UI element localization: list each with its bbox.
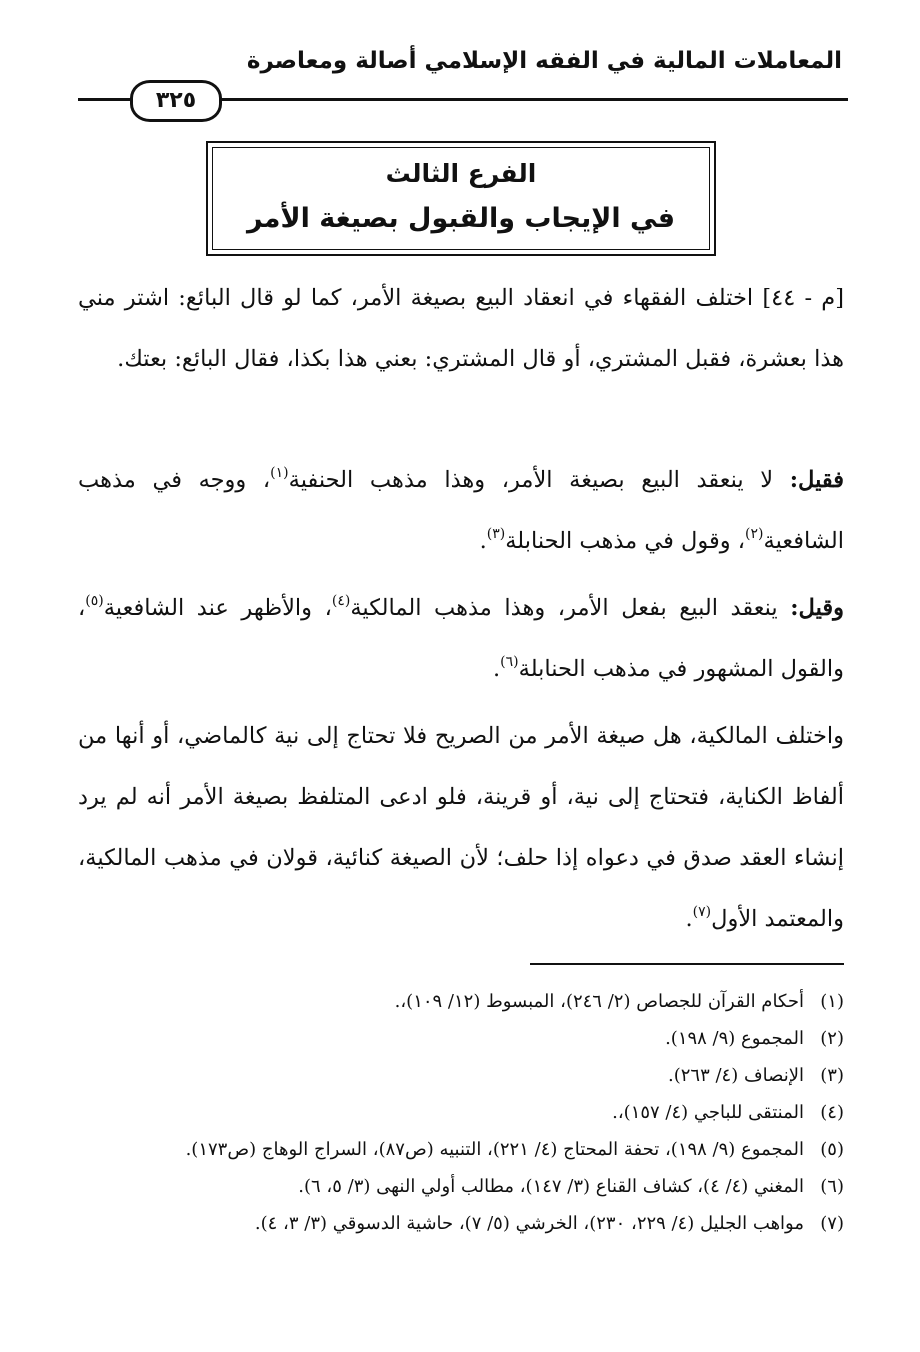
page-number: ٣٢٥ [130,80,222,122]
footnote-ref: (١) [270,465,289,481]
footnote-number: (٢) [820,1028,844,1049]
footnote-number: (٧) [820,1213,844,1234]
paragraph-end: . [479,528,487,554]
footnote-number: (٤) [820,1102,844,1123]
footnote-text: المغني (٤/ ٤)، كشاف القناع (٣/ ١٤٧)، مطالب أولي النهى (٣/ ٥، ٦). [298,1176,804,1197]
footnote-item [74,1131,844,1168]
section-title: الفرع الثالث [385,159,537,188]
footnote-ref: (٥) [85,593,104,609]
footnote-number: (١) [820,991,844,1012]
paragraph-text: لا ينعقد البيع بصيغة الأمر، وهذا مذهب الحنفية [288,467,790,493]
running-title: المعاملات المالية في الفقه الإسلامي أصالة ومعاصرة [246,48,842,74]
paragraph-end: . [685,906,693,932]
footnote-ref: (٤) [331,593,351,609]
paragraph-lead: وقيل: [790,595,844,621]
paragraph-first-opinion [78,450,844,572]
footnote-text: أحكام القرآن للجصاص (٢/ ٢٤٦)، المبسوط (١٢/ ١٠٩)،. [394,991,804,1012]
footnote-item [74,1205,844,1242]
paragraph-text: [م - ٤٤] اختلف الفقهاء في انعقاد البيع بصيغة الأمر، كما لو قال البائع: اشتر مني هذا بعشرة، فقبل المشتري، أو قال المشتري: بعني هذا بكذا، فقال البائع: بعتك. [78,285,844,372]
paragraph-text: ينعقد البيع بفعل الأمر، وهذا مذهب المالكية [350,595,791,621]
paragraph-text: واختلف المالكية، هل صيغة الأمر من الصريح فلا تحتاج إلى نية كالماضي، أو أنها من ألفاظ الكناية، فتحتاج إلى نية، أو قرينة، فلو ادعى المتلفظ بصيغة الأمر أنه لم يرد إنشاء العقد صدق في دعواه إذا حلف؛ لأن الصيغة كنائية، قولان في مذهب المالكية، والمعتمد الأول [78,723,844,932]
section-title-box [206,141,716,256]
footnote-item [74,1020,844,1057]
footnote-text: المنتقى للباجي (٤/ ١٥٧)،. [612,1102,804,1123]
paragraph-end: . [493,656,501,682]
footnote-number: (٣) [820,1065,844,1086]
paragraph-second-opinion [78,578,844,700]
footnote-item [74,1168,844,1205]
footnote-text: المجموع (٩/ ١٩٨). [665,1028,804,1049]
footnote-item [74,1057,844,1094]
footnotes-list [74,983,844,1242]
footnote-ref: (٢) [745,526,764,542]
footnote-item [74,1094,844,1131]
footnote-ref: (٧) [692,904,712,920]
paragraph-lead: فقيل: [789,467,844,493]
footnote-item [74,983,844,1020]
paragraph-text: ، والقول المشهور في مذهب الحنابلة [78,595,844,682]
section-subtitle: في الإيجاب والقبول بصيغة الأمر [246,203,676,234]
paragraph-text: ، والأظهر عند الشافعية [103,595,332,621]
paragraph-maliki-dispute [78,706,844,950]
footnote-separator [530,963,844,965]
footnote-ref: (٦) [500,654,519,670]
footnote-number: (٥) [820,1139,844,1160]
footnote-number: (٦) [820,1176,844,1197]
footnote-text: مواهب الجليل (٤/ ٢٢٩، ٢٣٠)، الخرشي (٥/ ٧)، حاشية الدسوقي (٣/ ٣، ٤). [254,1213,804,1234]
footnote-text: الإنصاف (٤/ ٢٦٣). [667,1065,804,1086]
footnote-text: المجموع (٩/ ١٩٨)، تحفة المحتاج (٤/ ٢٢١)، التنبيه (ص٨٧)، السراج الوهاج (ص١٧٣). [185,1139,804,1160]
paragraph-text: ، وقول في مذهب الحنابلة [505,528,746,554]
paragraph-text: ، ووجه في مذهب الشافعية [78,467,844,554]
footnote-ref: (٣) [486,526,506,542]
paragraph-intro [78,268,844,390]
